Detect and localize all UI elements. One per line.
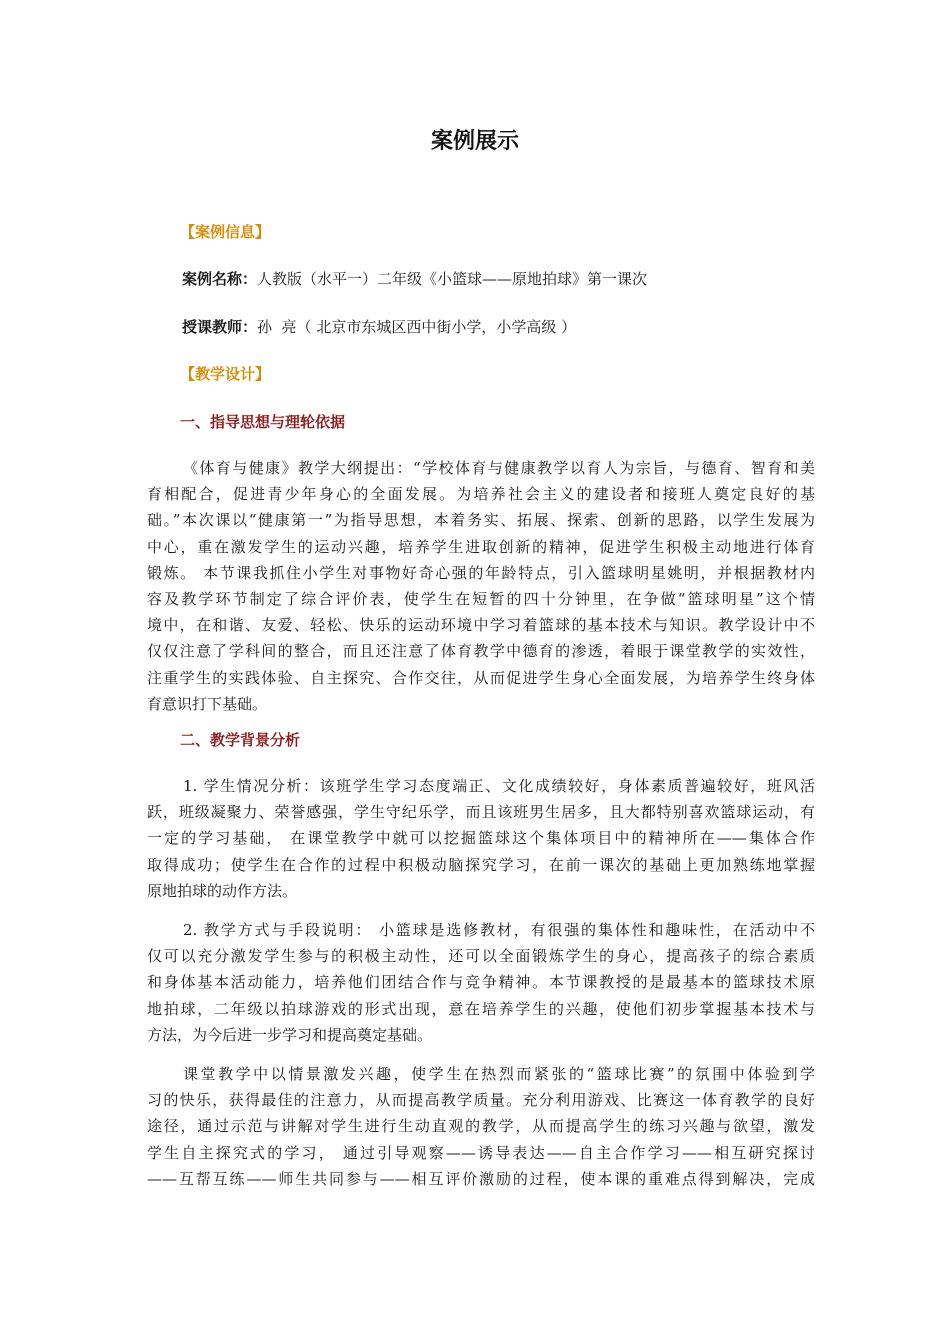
paragraph-line: 锻炼。 本节课我抓住小学生对事物好奇心强的年龄特点，引入篮球明星姚明，并根据教材内: [147, 563, 815, 582]
paragraph-line: 途径，通过示范与讲解对学生进行生动直观的教学，从而提高学生的练习兴趣与欲望，激发: [147, 1117, 815, 1136]
paragraph-line: 中心，重在激发学生的运动兴趣，培养学生进取创新的精神，促进学生积极主动地进行体育: [147, 537, 815, 556]
section2-heading: 二、教学背景分析: [180, 731, 301, 749]
paragraph-line: 取得成功；使学生在合作的过程中积极动脑探究学习，在前一课次的基础上更加熟练地掌握: [147, 855, 815, 874]
paragraph-line: 容及教学环节制定了综合评价表，使学生在短暂的四十分钟里，在争做“篮球明星”这个情: [147, 590, 815, 609]
teacher-line: [182, 316, 576, 337]
case-info-tag: 【案例信息】: [180, 223, 271, 241]
paragraph-line: 境中，在和谐、友爱、轻松、快乐的运动环境中学习着篮球的基本技术与知识。教学设计中不: [147, 616, 815, 635]
teacher-label: 授课教师：: [182, 318, 258, 336]
teaching-method-paragraph: [147, 917, 815, 1048]
teacher-value: 孙 亮（ 北京市东城区西中街小学，小学高级 ）: [257, 318, 577, 336]
paragraph-line: 和身体基本活动能力，培养他们团结合作与竞争精神。本节课教授的是最基本的篮球技术原: [147, 973, 815, 992]
paragraph-line: 2. 教学方式与手段说明： 小篮球是选修教材，有很强的集体性和趣味性，在活动中不: [183, 921, 815, 939]
paragraph-line: 注重学生的实践体验、自主探究、合作交往，从而促进学生身心全面发展，为培养学生终身体: [147, 668, 815, 687]
case-name-label: 案例名称：: [182, 270, 258, 288]
paragraph-line: 育相配合，促进青少年身心的全面发展。为培养社会主义的建设者和接班人奠定良好的基: [147, 485, 815, 504]
paragraph-line: 《体育与健康》教学大纲提出：“学校体育与健康教学以育人为宗旨，与德育、智育和美: [183, 459, 815, 477]
paragraph-line: 仅仅注意了学科间的整合，而且还注意了体育教学中德育的渗透，着眼于课堂教学的实效性，: [147, 642, 815, 661]
paragraph-line: 原地拍球的动作方法。: [147, 881, 298, 900]
paragraph-line: 础。”本次课以“健康第一”为指导思想，本着务实、拓展、探索、创新的思路，以学生发展为: [147, 511, 815, 530]
paragraph-line: 习的快乐，获得最佳的注意力，从而提高教学质量。充分利用游戏、比赛这一体育教学的良好: [147, 1091, 815, 1110]
paragraph-line: 育意识打下基础。: [147, 694, 268, 713]
paragraph-line: 1. 学生情况分析：该班学生学习态度端正、文化成绩较好，身体素质普遍较好，班风活: [183, 777, 815, 795]
case-name-line: [182, 268, 647, 289]
paragraph-line: 地拍球，二年级以拍球游戏的形式出现，意在培养学生的兴趣，使他们初步掌握基本技术与: [147, 999, 815, 1018]
paragraph-line: 仅可以充分激发学生参与的积极主动性，还可以全面锻炼学生的身心，提高孩子的综合素质: [147, 947, 815, 966]
case-name-value: 人教版（水平一）二年级《小篮球——原地拍球》第一课次: [257, 270, 648, 288]
section1-heading: 一、指导思想与理轮依据: [180, 413, 346, 431]
paragraph-line: 课堂教学中以情景激发兴趣，使学生在热烈而紧张的“篮球比赛”的氛围中体验到学: [183, 1065, 815, 1083]
section1-paragraph: [147, 455, 815, 717]
paragraph-line: 一定的学习基础， 在课堂教学中就可以挖掘篮球这个集体项目中的精神所在——集体合作: [147, 829, 815, 848]
paragraph-line: ——互帮互练——师生共同参与——相互评价激励的过程，使本课的重难点得到解决，完成: [147, 1169, 815, 1188]
teaching-design-tag: 【教学设计】: [180, 365, 271, 383]
paragraph-line: 学生自主探究式的学习， 通过引导观察——诱导表达——自主合作学习——相互研究探讨: [147, 1143, 815, 1162]
paragraph-line: 跃，班级凝聚力、荣誉感强，学生守纪乐学，而且该班男生居多，且大都特别喜欢篮球运动，有: [147, 803, 815, 822]
classroom-teaching-paragraph: [147, 1061, 815, 1192]
page-title: 案例展示: [430, 129, 519, 154]
student-analysis-paragraph: [147, 773, 815, 904]
paragraph-line: 方法，为今后进一步学习和提高奠定基础。: [147, 1025, 433, 1044]
